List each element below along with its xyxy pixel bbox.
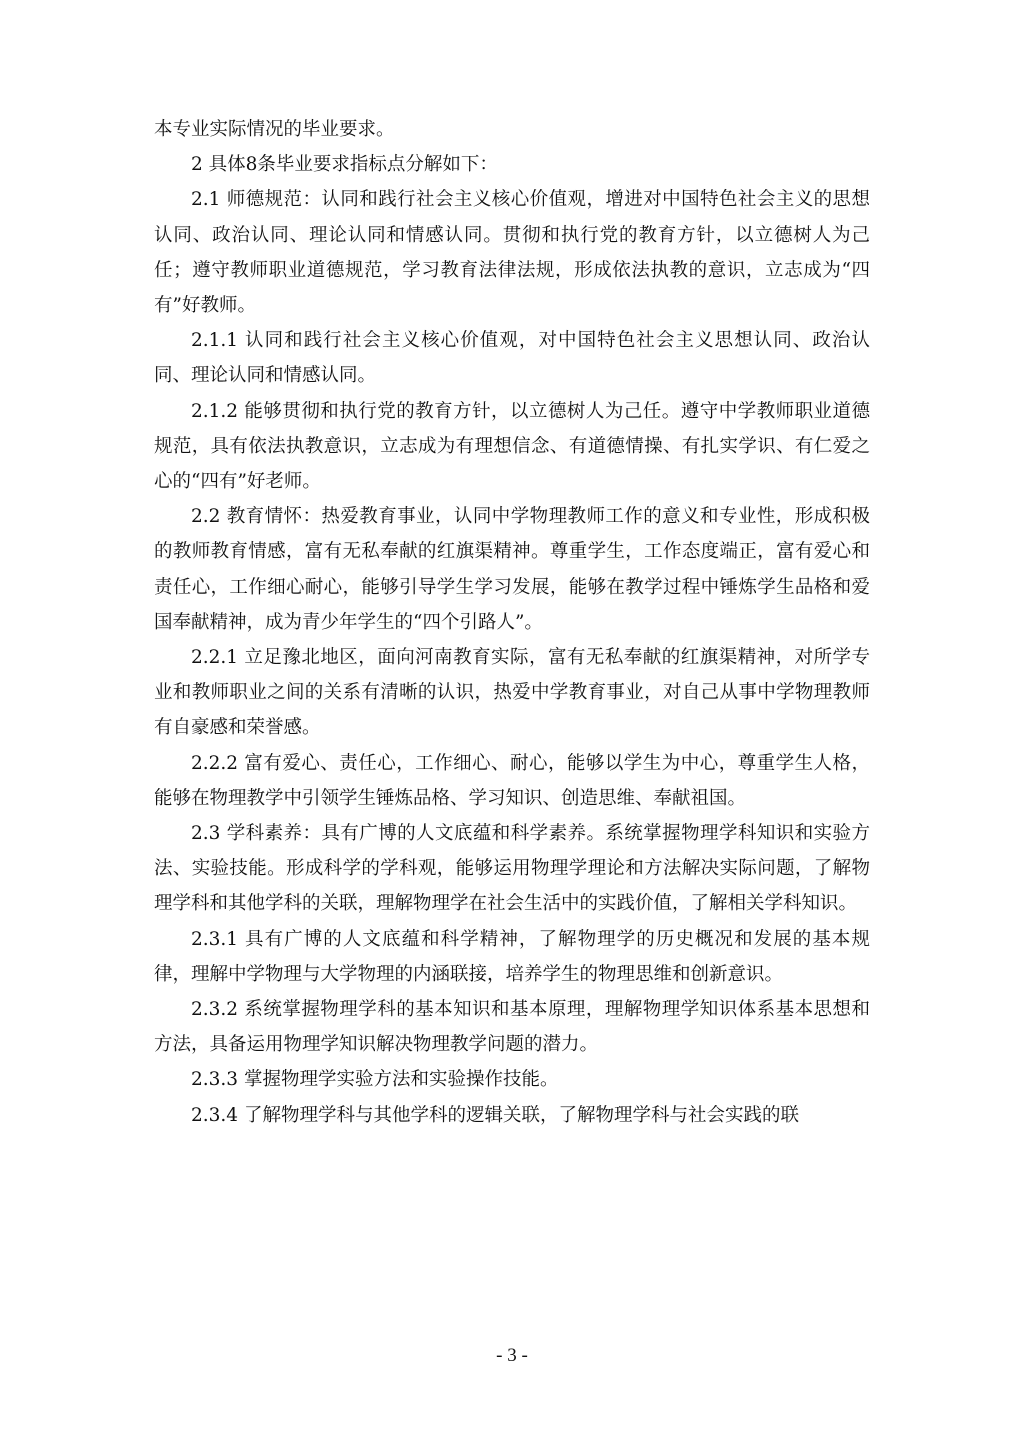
paragraph-2-1: 2.1 师德规范：认同和践行社会主义核心价值观，增进对中国特色社会主义的思想认同、政治认同、理论认同和情感认同。贯彻和执行党的教育方针，以立德树人为己任；遵守教师职业道德规范，学习教育法律法规，形成依法执教的意识，立志成为“四有”好教师。 — [154, 189, 870, 317]
paragraph-2-3-3: 2.3.3 掌握物理学实验方法和实验操作技能。 — [191, 1069, 559, 1091]
paragraph-2-1-2: 2.1.2 能够贯彻和执行党的教育方针，以立德树人为己任。遵守中学教师职业道德规范，具有依法执教意识，立志成为有理想信念、有道德情操、有扎实学识、有仁爱之心的“四有”好老师。 — [154, 400, 870, 493]
paragraph-2-1-1: 2.1.1 认同和践行社会主义核心价值观，对中国特色社会主义思想认同、政治认同、理论认同和情感认同。 — [154, 330, 870, 387]
paragraph-continuation: 本专业实际情况的毕业要求。 — [154, 119, 395, 140]
paragraph-2-3: 2.3 学科素养：具有广博的人文底蕴和科学素养。系统掌握物理学科知识和实验方法、实验技能。形成科学的学科观，能够运用物理学理论和方法解决实际问题，了解物理学科和其他学科的关联，理解物理学在社会生活中的实践价值，了解相关学科知识。 — [154, 823, 870, 915]
paragraph-2-3-1: 2.3.1 具有广博的人文底蕴和科学精神，了解物理学的历史概况和发展的基本规律，理解中学物理与大学物理的内涵联接，培养学生的物理思维和创新意识。 — [154, 928, 870, 985]
document-body — [154, 112, 870, 1133]
paragraph-2-3-2: 2.3.2 系统掌握物理学科的基本知识和基本原理，理解物理学知识体系基本思想和方法，具备运用物理学知识解决物理教学问题的潜力。 — [154, 999, 870, 1056]
paragraph-2-2-2: 2.2.2 富有爱心、责任心，工作细心、耐心，能够以学生为中心，尊重学生人格，能够在物理教学中引领学生锤炼品格、学习知识、创造思维、奉献祖国。 — [154, 752, 870, 809]
paragraph-section-2-intro: 2 具体8条毕业要求指标点分解如下： — [191, 154, 498, 176]
paragraph-2-2: 2.2 教育情怀：热爱教育事业，认同中学物理教师工作的意义和专业性，形成积极的教师教育情感，富有无私奉献的红旗渠精神。尊重学生，工作态度端正，富有爱心和责任心，工作细心耐心，能够引导学生学习发展，能够在教学过程中锤炼学生品格和爱国奉献精神，成为青少年学生的“四个引路人”。 — [154, 506, 870, 633]
page-number: - 3 - — [496, 1345, 528, 1366]
paragraph-2-2-1: 2.2.1 立足豫北地区，面向河南教育实际，富有无私奉献的红旗渠精神，对所学专业和教师职业之间的关系有清晰的认识，热爱中学教育事业，对自己从事中学物理教师有自豪感和荣誉感。 — [154, 647, 870, 739]
paragraph-2-3-4: 2.3.4 了解物理学科与其他学科的逻辑关联，了解物理学科与社会实践的联 — [191, 1104, 799, 1126]
